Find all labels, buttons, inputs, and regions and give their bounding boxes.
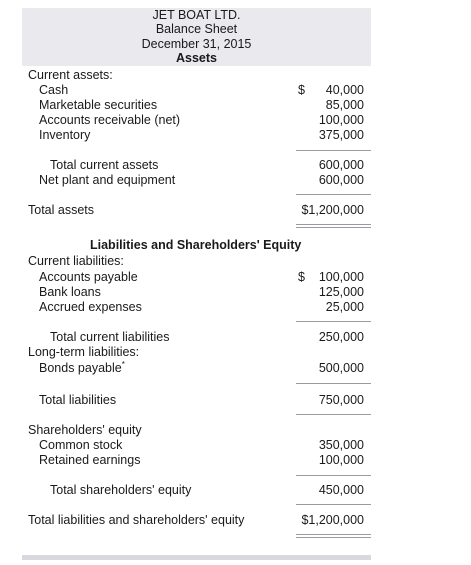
net-plant-label: Net plant and equipment [39, 173, 176, 187]
subtotal-rule [296, 383, 371, 384]
total-liabilities-equity-label: Total liabilities and shareholders' equity [28, 513, 245, 527]
balance-sheet [22, 8, 371, 563]
accounts-receivable-label: Accounts receivable (net) [39, 113, 181, 127]
assets-heading: Assets [176, 51, 217, 65]
bonds-payable-row [39, 361, 125, 376]
total-shareholders-equity-label: Total shareholders' equity [50, 483, 192, 497]
total-liabilities-value: 750,000 [318, 393, 364, 407]
common-stock-value: 350,000 [318, 438, 364, 452]
statement-title: Balance Sheet [155, 22, 238, 36]
accounts-payable-value: 100,000 [318, 270, 364, 284]
liabilities-heading: Liabilities and Shareholders' Equity [90, 238, 302, 252]
total-shareholders-equity-value: 450,000 [318, 483, 364, 497]
total-assets-label: Total assets [28, 203, 95, 217]
common-stock-label: Common stock [39, 438, 123, 452]
statement-header [22, 8, 371, 66]
accrued-expenses-value: 25,000 [325, 300, 364, 314]
bonds-payable-label: Bonds payable [39, 361, 122, 375]
cash-value: 40,000 [325, 83, 364, 97]
subtotal-rule [296, 475, 371, 476]
inventory-value: 375,000 [318, 128, 364, 142]
retained-earnings-label: Retained earnings [39, 453, 141, 467]
cash-label: Cash [39, 83, 69, 97]
subtotal-rule [296, 150, 371, 151]
accrued-expenses-label: Accrued expenses [39, 300, 142, 314]
total-liabilities-label: Total liabilities [39, 393, 117, 407]
total-double-rule [296, 534, 371, 538]
accounts-payable-currency: $ [298, 270, 305, 284]
total-liabilities-equity-value: $1,200,000 [301, 513, 364, 527]
bank-loans-value: 125,000 [318, 285, 364, 299]
subtotal-rule [296, 321, 371, 322]
marketable-securities-value: 85,000 [325, 98, 364, 112]
footer-bar [22, 555, 371, 560]
subtotal-rule [296, 194, 371, 195]
total-current-assets-value: 600,000 [318, 158, 364, 172]
total-double-rule [296, 224, 371, 228]
footnote-mark: * [121, 359, 125, 369]
company-name: JET BOAT LTD. [152, 8, 241, 22]
net-plant-value: 600,000 [318, 173, 364, 187]
cash-currency: $ [298, 83, 305, 97]
subtotal-rule [296, 414, 371, 415]
total-current-liabilities-value: 250,000 [318, 330, 364, 344]
accounts-payable-label: Accounts payable [39, 270, 138, 284]
shareholders-equity-label: Shareholders' equity [28, 423, 142, 437]
inventory-label: Inventory [39, 128, 91, 142]
long-term-liabilities-label: Long-term liabilities: [28, 345, 140, 359]
total-current-liabilities-label: Total current liabilities [50, 330, 170, 344]
retained-earnings-value: 100,000 [318, 453, 364, 467]
total-current-assets-label: Total current assets [50, 158, 159, 172]
subtotal-rule [296, 504, 371, 505]
current-assets-label: Current assets: [28, 68, 113, 82]
accounts-receivable-value: 100,000 [318, 113, 364, 127]
statement-date: December 31, 2015 [141, 37, 252, 51]
bank-loans-label: Bank loans [39, 285, 101, 299]
marketable-securities-label: Marketable securities [39, 98, 158, 112]
total-assets-value: $1,200,000 [301, 203, 364, 217]
bonds-payable-value: 500,000 [318, 361, 364, 375]
current-liabilities-label: Current liabilities: [28, 254, 124, 268]
